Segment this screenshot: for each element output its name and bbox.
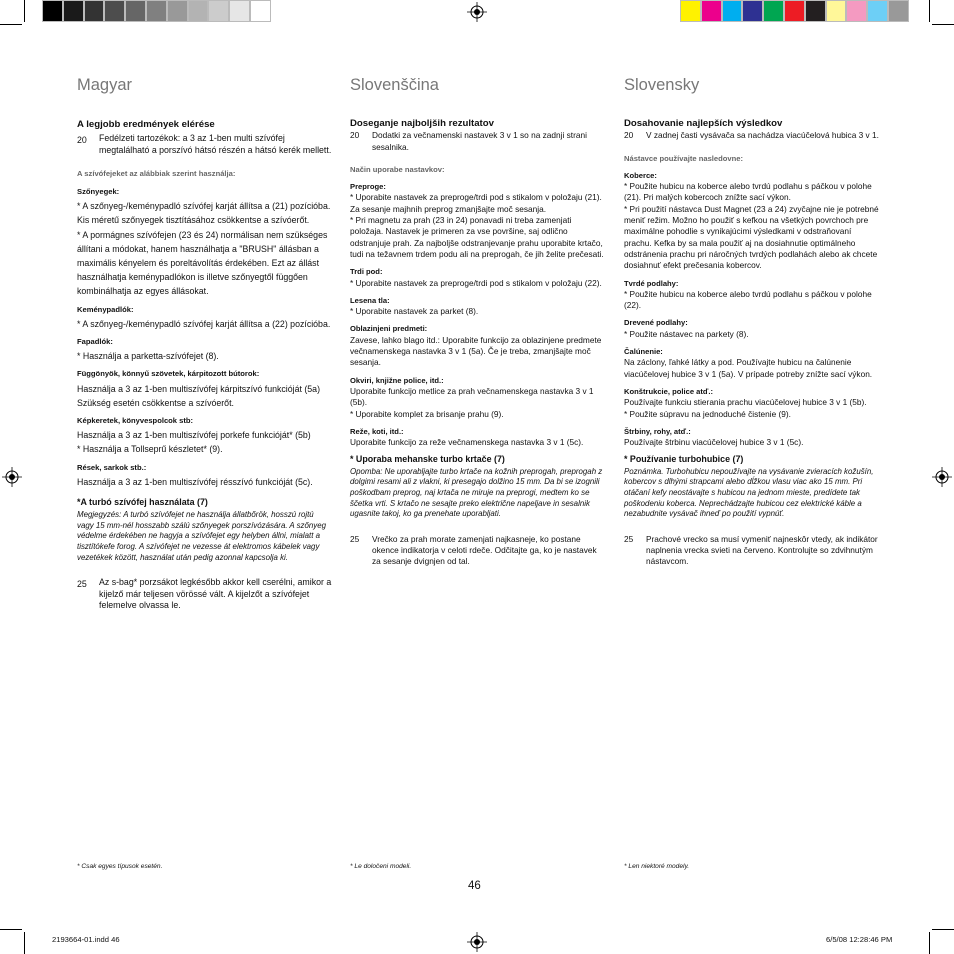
- color-swatch: [188, 0, 209, 22]
- color-swatch: [125, 0, 146, 22]
- column-content: [77, 118, 332, 611]
- item-number: 25: [350, 533, 360, 544]
- color-swatch: [763, 0, 784, 22]
- item-text: Az s-bag* porzsákot legkésőbb akkor kell cserélni, amikor a kijelző már teljesen vörössé vált. A kijelzőt a szívófejet felemelve olvassa le.: [99, 577, 332, 610]
- subsection-text: * Uporabite nastavek za preproge/trdi pod s stikalom v položaju (22).: [350, 277, 602, 288]
- section-heading: Dosahovanie najlepších výsledkov: [624, 118, 783, 129]
- usage-heading: Nástavce používajte nasledovne:: [624, 153, 744, 163]
- usage-heading: A szívófejeket az alábbiak szerint használja:: [77, 168, 236, 178]
- color-swatch: [84, 0, 105, 22]
- subsection-title: Függönyök, könnyű szövetek, kárpitozott bútorok:: [77, 369, 260, 379]
- subsection-text: * A pormágnes szívófejen (23 és 24) normálisan nem szükséges állítani a módokat, hanem használhatja a "BRUSH" állásban a maximális kényelem és poreltávolítás érdekében. Ezt az állást használhatja keménypadlókon is illetve szőnyegtől függően kombinálhatja az egyes állásokat.: [77, 229, 328, 297]
- file-slug: 2193664-01.indd 46: [52, 935, 120, 944]
- subsection-text: * Uporabite komplet za brisanje prahu (9).: [350, 408, 504, 419]
- crop-mark: [929, 932, 930, 954]
- turbo-note: Opomba: Ne uporabljajte turbo krtače na kožnih preprogah, preprogah z dolgimi resami ali z vlakni, ki presegajo dolžino 15 mm. Da bi se izognili poškodbam preprog, naj krtača ne miruje na preprogi, medtem ko se ščetka vrti. S krtačo ne sesajte preko električne napeljave in sesalnik ugasnite takoj, ko ga prenehate uporabljati.: [350, 466, 603, 519]
- crop-mark: [932, 24, 954, 25]
- color-swatch: [722, 0, 743, 22]
- subsection-title: Fapadlók:: [77, 337, 113, 347]
- subsection-text: * Použite hubicu na koberce alebo tvrdú podlahu s páčkou v polohe (21). Pri malých kobercoch znížte sací výkon.: [624, 181, 872, 203]
- footnote: * Len niektoré modely.: [624, 863, 690, 870]
- subsection-title: Koberce:: [624, 170, 657, 180]
- color-swatch: [229, 0, 250, 22]
- item-number: 20: [350, 130, 360, 141]
- subsection-text: * Használja a Tollseprű készletet* (9).: [77, 444, 223, 455]
- subsection-title: Reže, koti, itd.:: [350, 426, 404, 436]
- item-number: 25: [624, 533, 634, 544]
- color-swatch: [104, 0, 125, 22]
- color-swatch: [250, 0, 271, 22]
- subsection-text: * A szőnyeg-/keménypadló szívófej karját állítsa a (22) pozícióba.: [77, 318, 331, 329]
- crop-mark: [24, 932, 25, 954]
- subsection-title: Keménypadlók:: [77, 304, 134, 314]
- color-swatch: [701, 0, 722, 22]
- numbered-item: [624, 130, 879, 141]
- numbered-item: [77, 133, 332, 156]
- subsection-title: Rések, sarkok stb.:: [77, 462, 147, 472]
- color-swatch: [742, 0, 763, 22]
- color-swatch: [680, 0, 701, 22]
- footnote: * Le določeni modeli.: [350, 863, 412, 870]
- language-title: Slovensky: [624, 76, 700, 94]
- subsection-text: Zavese, lahko blago itd.: Uporabite funkcijo za oblazinjene predmete večnamenskega nastavka 3 v 1 (5a). Če je treba, zmanjšajte moč sesanja.: [350, 334, 602, 368]
- spacer: [624, 520, 879, 534]
- date-slug: 6/5/08 12:28:46 PM: [826, 935, 893, 944]
- color-swatch: [888, 0, 909, 22]
- color-swatch: [784, 0, 805, 22]
- item-text: V zadnej časti vysávača sa nachádza viacúčelová hubica 3 v 1.: [646, 130, 879, 141]
- subsection-text: * A szőnyeg-/keménypadló szívófej karját állítsa a (21) pozícióba. Kis méretű szőnyegek tisztításához csökkentse a szívóerőt.: [77, 201, 331, 226]
- subsection-title: Szőnyegek:: [77, 187, 120, 196]
- page-number: 46: [468, 880, 481, 892]
- item-number: 20: [77, 135, 87, 146]
- subsection-text: Uporabite funkcijo metlice za prah večnamenskega nastavka 3 v 1 (5b).: [350, 385, 594, 408]
- subsection-text: * Használja a parketta-szívófejet (8).: [77, 351, 219, 362]
- crop-mark: [24, 0, 25, 22]
- section-heading: A legjobb eredmények elérése: [77, 119, 215, 130]
- subsection-text: * Pri použití nástavca Dust Magnet (23 a 24) zvyčajne nie je potrebné meniť režim. Možno ho použiť s kefkou na všetkých povrchoch pre maximálne pohodlie s vynikajúcimi výsledkami v odstraňovaní prachu. Kefka by sa mala použiť aj na dosiahnutie optimálneho odstránenia prachu pri náročných tvrdých podlahách alebo ak chcete dosiahnuť efekt prečesania kobercov.: [624, 203, 879, 271]
- registration-mark-icon: [467, 932, 487, 952]
- color-swatch: [63, 0, 84, 22]
- registration-mark-icon: [2, 467, 22, 487]
- subsection-text: Használja a 3 az 1-ben multiszívófej résszívó funkcióját (5c).: [77, 476, 313, 487]
- subsection-title: Okviri, knjižne police, itd.:: [350, 375, 444, 385]
- subsection-text: * Pri magnetu za prah (23 in 24) ponavadi ni treba zamenjati položaja. Nastavek je primeren za vse površine, saj odlično odstranjuje prah. Za najboljše odstranjevanje prahu uporabite krtačo, tudi na težavnem trdem podu ali na preprogah, če jih želite prečesati.: [350, 215, 604, 259]
- color-swatch: [167, 0, 188, 22]
- column-content: [624, 118, 879, 568]
- subsection-text: Használja a 3 az 1-ben multiszívófej porkefe funkcióját* (5b): [77, 430, 311, 441]
- numbered-item: [77, 577, 332, 611]
- cmyk-color-bar: [680, 0, 909, 22]
- item-text: Prachové vrecko sa musí vymeniť najneskôr vtedy, ak indikátor naplnenia vrecka svieti na červeno. Kontrolujte so zdvihnutým nástavcom.: [646, 533, 878, 567]
- grayscale-color-bar: [42, 0, 271, 22]
- crop-mark: [929, 0, 930, 22]
- subsection-text: * Uporabite nastavek za parket (8).: [350, 306, 479, 317]
- subsection-text: * Použite súpravu na jednoduché čistenie (9).: [624, 408, 791, 419]
- turbo-note: Megjegyzés: A turbó szívófejet ne használja állatbőrök, hosszú rojtú vagy 15 mm-nél hosszabb szálú szőnyegek porszívózására. A szőnyeg védelme érdekében ne hagyja a szívófejet egy helyben állni, mialatt a tisztítókefe forog. A szívófejet ne vezesse át elektromos kábelek vagy vezetékek között, használat után pedig azonnal kapcsolja ki.: [77, 510, 326, 562]
- subsection-text: * Použite nástavec na parkety (8).: [624, 328, 749, 339]
- color-swatch: [846, 0, 867, 22]
- subsection-title: Konštrukcie, police atď.:: [624, 386, 714, 396]
- color-swatch: [146, 0, 167, 22]
- usage-heading: Način uporabe nastavkov:: [350, 164, 445, 174]
- crop-mark: [0, 24, 22, 25]
- item-number: 20: [624, 130, 634, 141]
- numbered-item: [624, 534, 879, 568]
- subsection-title: Lesena tla:: [350, 295, 390, 305]
- item-number: 25: [77, 579, 87, 590]
- color-swatch: [867, 0, 888, 22]
- registration-mark-icon: [932, 467, 952, 487]
- spacer: [77, 563, 332, 577]
- subsection-text: Používajte funkciu stierania prachu viacúčelovej hubice 3 v 1 (5b).: [624, 397, 867, 408]
- spacer: [350, 520, 605, 534]
- item-text: Vrečko za prah morate zamenjati najkasneje, ko postane okence indikatorja v celoti rdeče. Odčitajte ga, ko je nastavek za sesanje dvignjen od tal.: [372, 533, 597, 567]
- subsection-title: Štrbiny, rohy, atď.:: [624, 426, 691, 436]
- subsection-title: Képkeretek, könyvespolcok stb:: [77, 416, 194, 426]
- color-swatch: [826, 0, 847, 22]
- item-text: Fedélzeti tartozékok: a 3 az 1-ben multi szívófej megtalálható a porszívó hátsó részén a hátsó kerék mellett.: [99, 133, 332, 155]
- turbo-heading: *A turbó szívófej használata (7): [77, 497, 208, 508]
- subsection-text: Na záclony, ľahké látky a pod. Používajte hubicu na čalúnenie viacúčelovej hubice 3 v 1 (5a). V prípade potreby znížte sací výkon.: [624, 357, 873, 379]
- color-swatch: [805, 0, 826, 22]
- subsection-title: Čalúnenie:: [624, 347, 663, 357]
- crop-mark: [0, 929, 22, 930]
- subsection-text: Uporabite funkcijo za reže večnamenskega nastavka 3 v 1 (5c).: [350, 437, 584, 448]
- turbo-heading: * Používanie turbohubice (7): [624, 454, 744, 465]
- turbo-note: Poznámka. Turbohubicu nepoužívajte na vysávanie zvieracích kožušín, kobercov s dlhými strapcami alebo dĺžkou vlasu viac ako 15 mm. Pri otáčaní kefy neostávajte s hubicou na jednom mieste, predídete tak poškodeniu koberca. Neprechádzajte hubicou cez elektrické káble a nezabudnite vysávač ihneď po použití vypnúť.: [624, 466, 874, 519]
- registration-mark-icon: [467, 2, 487, 22]
- subsection-title: Trdi pod:: [350, 267, 383, 277]
- subsection-text: Používajte štrbinu viacúčelovej hubice 3 v 1 (5c).: [624, 437, 804, 448]
- color-swatch: [42, 0, 63, 22]
- subsection-text: * Uporabite nastavek za preproge/trdi pod s stikalom v položaju (21). Za sesanje majhnih preprog zmanjšajte moč sesanja.: [350, 192, 602, 214]
- color-swatch: [208, 0, 229, 22]
- subsection-title: Preproge:: [350, 182, 386, 192]
- crop-mark: [932, 929, 954, 930]
- section-heading: Doseganje najboljših rezultatov: [350, 118, 494, 129]
- subsection-text: Szükség esetén csökkentse a szívóerőt.: [77, 397, 234, 408]
- language-title: Magyar: [77, 76, 133, 94]
- numbered-item: [350, 130, 605, 153]
- footnote: * Csak egyes típusok esetén.: [77, 863, 163, 870]
- subsection-title: Oblazinjeni predmeti:: [350, 324, 428, 334]
- subsection-title: Drevené podlahy:: [624, 318, 688, 328]
- subsection-title: Tvrdé podlahy:: [624, 278, 679, 288]
- turbo-heading: * Uporaba mehanske turbo krtače (7): [350, 454, 505, 465]
- column-content: [350, 118, 605, 568]
- subsection-text: Használja a 3 az 1-ben multiszívófej kárpitszívó funkcióját (5a): [77, 383, 321, 394]
- item-text: Dodatki za večnamenski nastavek 3 v 1 so na zadnji strani sesalnika.: [372, 130, 587, 152]
- language-title: Slovenščina: [350, 76, 439, 94]
- subsection-text: * Použite hubicu na koberce alebo tvrdú podlahu s páčkou v polohe (22).: [624, 288, 872, 311]
- numbered-item: [350, 534, 605, 568]
